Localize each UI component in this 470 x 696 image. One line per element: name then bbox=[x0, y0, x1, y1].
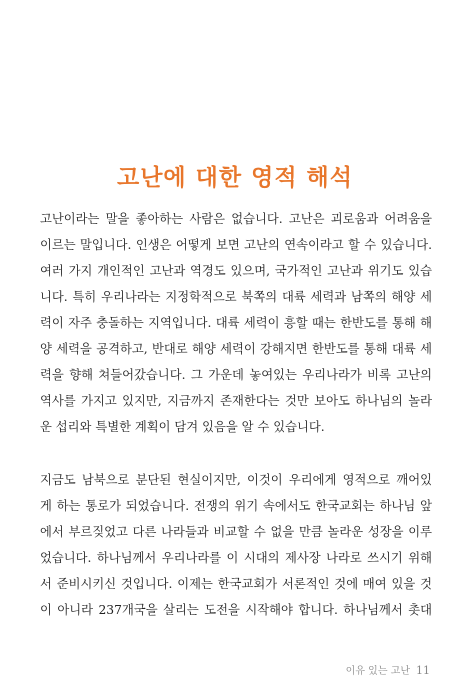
text-line: 서 준비시키신 것입니다. 이제는 한국교회가 서론적인 것에 매여 있을 것 bbox=[40, 577, 432, 591]
text-line: 지금도 남북으로 분단된 현실이지만, 이것이 우리에게 영적으로 깨어있 bbox=[40, 473, 432, 487]
text-line: 력이 자주 충돌하는 지역입니다. 대륙 세력이 흥할 때는 한반도를 통해 해 bbox=[40, 316, 432, 330]
text-line: 이 아니라 237개국을 살리는 도전을 시작해야 합니다. 하나님께서 촛대 bbox=[40, 603, 432, 617]
text-line: 고난이라는 말을 좋아하는 사람은 없습니다. 고난은 괴로움과 어려움을 bbox=[40, 212, 432, 226]
text-line: 었습니다. 하나님께서 우리나라를 이 시대의 제사장 나라로 쓰시기 위해 bbox=[40, 551, 432, 565]
text-line: 양 세력을 공격하고, 반대로 해양 세력이 강해지면 한반도를 통해 대륙 세 bbox=[40, 342, 432, 356]
running-title: 이유 있는 고난 bbox=[345, 666, 410, 677]
text-line: 력을 향해 쳐들어갔습니다. 그 가운데 놓여있는 우리나라가 비록 고난의 bbox=[40, 368, 432, 382]
text-line: 게 하는 통로가 되었습니다. 전쟁의 위기 속에서도 한국교회는 하나님 앞 bbox=[40, 499, 432, 513]
page-footer bbox=[346, 662, 430, 677]
text-line: 여러 가지 개인적인 고난과 역경도 있으며, 국가적인 고난과 위기도 있습 bbox=[40, 264, 432, 278]
text-line: 이르는 말입니다. 인생은 어떻게 보면 고난의 연속이라고 할 수 있습니다. bbox=[40, 238, 432, 252]
text-line: 에서 부르짖었고 다른 나라들과 비교할 수 없을 만큼 놀라운 성장을 이루 bbox=[40, 525, 432, 539]
chapter-title: 고난에 대한 영적 해석 bbox=[117, 164, 353, 192]
page-number: 11 bbox=[416, 664, 430, 677]
text-line: 역사를 가지고 있지만, 지금까지 존재한다는 것만 보아도 하나님의 놀라 bbox=[40, 394, 432, 408]
text-line: 니다. 특히 우리나라는 지정학적으로 북쪽의 대륙 세력과 남쪽의 해양 세 bbox=[40, 290, 432, 304]
paragraph-1 bbox=[40, 206, 432, 440]
text-line: 운 섭리와 특별한 계획이 담겨 있음을 알 수 있습니다. bbox=[40, 420, 325, 434]
paragraph-2 bbox=[40, 467, 432, 623]
